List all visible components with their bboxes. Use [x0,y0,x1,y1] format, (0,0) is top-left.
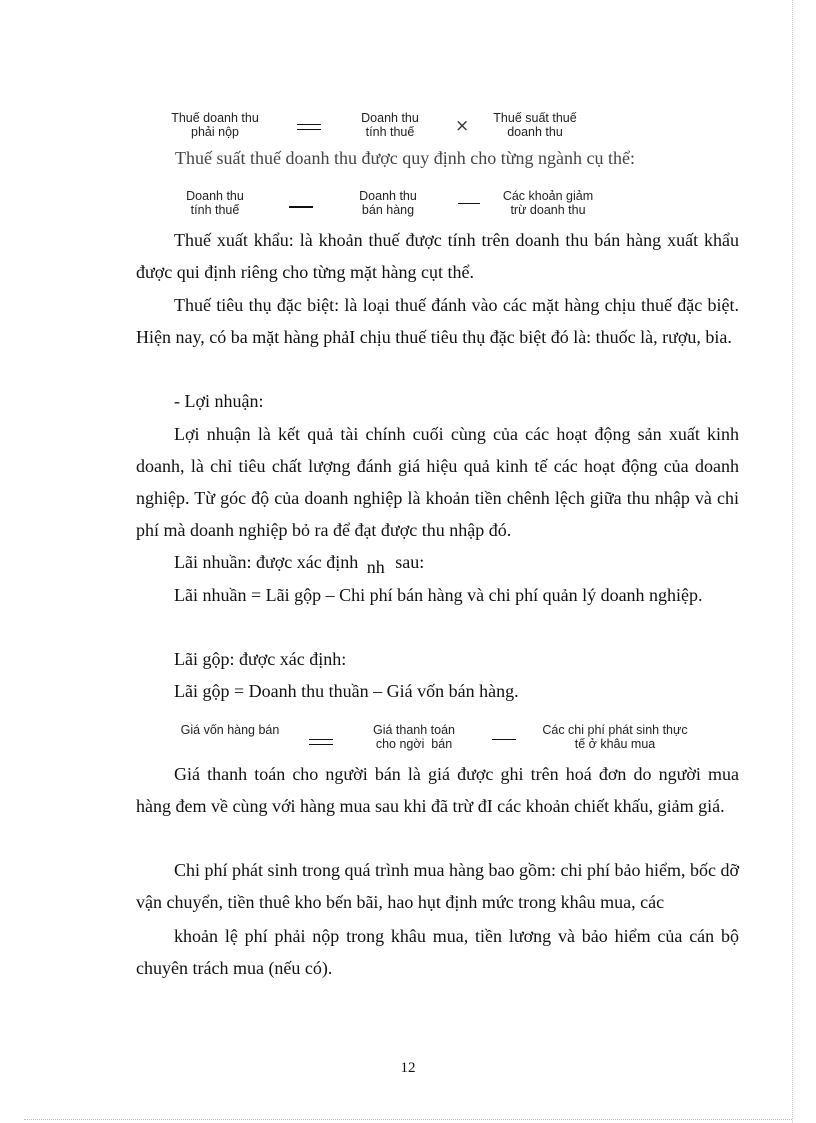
paragraph-loi-nhuan: Lợi nhuận là kết quả tài chính cuối cùng của các hoạt động sản xuất kinh doanh, là chỉ tiêu chất lượng đánh giá hiệu quả kinh tế các hoạt động của doanh nghiệp. Từ góc độ của doanh nghiệp là khoản tiền chênh lệch giữa thu nhập và chi phí mà doanh nghiệp bỏ ra để đạt được thu nhập đó. [136,424,739,540]
paragraph-chi-phi-phat-sinh: Chi phí phát sinh trong quá trình mua hàng bao gồm: chi phí bảo hiểm, bốc dỡ vận chuyển, tiền thuê kho bến bãi, hao hụt định mức trong khâu mua, các [136,860,739,912]
formula2-left-line2: tính thuế [190,203,240,217]
formula3-middle-line2: cho ngời bán [375,737,453,751]
formula2-right-line1: Các khoản giảm [502,189,594,203]
formula1-left-line1: Thuế doanh thu [171,111,259,125]
formula3-right-line2: tế ở khâu mua [574,737,656,751]
formula2-middle [338,189,438,217]
formula1-middle [335,111,445,139]
line-lai-gop-formula: Lãi gộp = Doanh thu thuần – Giá vốn bán hàng. [174,681,519,701]
formula2-right-line2: trừ doanh thu [510,203,586,217]
formula2-equals [289,206,313,208]
formula1-right-line2: doanh thu [507,125,563,139]
formula3-right [525,723,705,751]
lai-nhuan-text-a: Lãi nhuần: được xác định [174,552,359,572]
lai-nhuan-text-b: sau: [395,552,425,572]
paragraph-lai-nhuan-formula: Lãi nhuần = Lãi gộp – Chi phí bán hàng và chi phí quản lý doanh nghiệp. [174,585,703,605]
heading-loi-nhuan: - Lợi nhuận: [174,391,264,411]
formula3-middle [353,723,475,751]
formula1-left-line2: phải nộp [191,125,239,139]
formula1-times-symbol: × [455,116,470,136]
paragraph-gia-thanh-toan: Giá thanh toán cho người bán là giá được ghi trên hoá đơn do người mua hàng đem về cùng với hàng mua sau khi đã trừ đI các khoản chiết khấu, giảm giá. [136,764,739,816]
formula3-equals-bottom [309,744,333,745]
formula1-right [475,111,595,139]
text-line-thue-suat: Thuế suất thuế doanh thu được quy định cho từng ngành cụ thể: [175,148,635,168]
formula1-equals-bottom [297,129,321,130]
formula2-minus [458,203,480,204]
formula3-middle-line1: Giá thanh toán [372,723,455,737]
formula1-right-line1: Thuế suất thuế [493,111,577,125]
formula2-left-line1: Doanh thu [186,189,244,203]
lai-nhuan-text-nh: nh [366,557,385,577]
formula2-right [488,189,608,217]
line-lai-gop-label: Lãi gộp: được xác định: [174,649,347,669]
formula1-left [150,111,280,139]
paragraph-thue-xuat-khau: Thuế xuất khẩu: là khoản thuế được tính trên doanh thu bán hàng xuất khẩu được qui định riêng cho từng mặt hàng cụt thể. [136,230,739,282]
formula3-left [160,723,300,737]
formula1-middle-line2: tính thuế [365,125,415,139]
formula3-left-line1: Giá vốn hàng bán [180,723,280,737]
paragraph-khoan-le-phi: khoản lệ phí phải nộp trong khâu mua, tiền lương và bảo hiểm của cán bộ chuyên trách mua (nếu có). [136,926,739,978]
line-lai-nhuan-xac-dinh [174,546,424,578]
formula1-middle-line1: Doanh thu [361,111,419,125]
formula2-left [165,189,265,217]
formula2-middle-line1: Doanh thu [359,189,417,203]
formula1-equals-top [297,124,321,125]
formula2-middle-line2: bán hàng [361,203,415,217]
right-dotted-border [792,0,793,1123]
formula3-right-line1: Các chi phí phát sinh thực [542,723,688,737]
bottom-dotted-border [24,1119,792,1120]
page-number: 12 [400,1060,416,1076]
formula3-equals-top [309,739,333,740]
formula3-minus [492,739,516,740]
paragraph-thue-tieu-thu-dac-biet: Thuế tiêu thụ đặc biệt: là loại thuế đánh vào các mặt hàng chịu thuế đặc biệt. Hiện nay, có ba mặt hàng phảI chịu thuế tiêu thụ đặc biệt đó là: thuốc là, rượu, bia. [136,295,739,347]
